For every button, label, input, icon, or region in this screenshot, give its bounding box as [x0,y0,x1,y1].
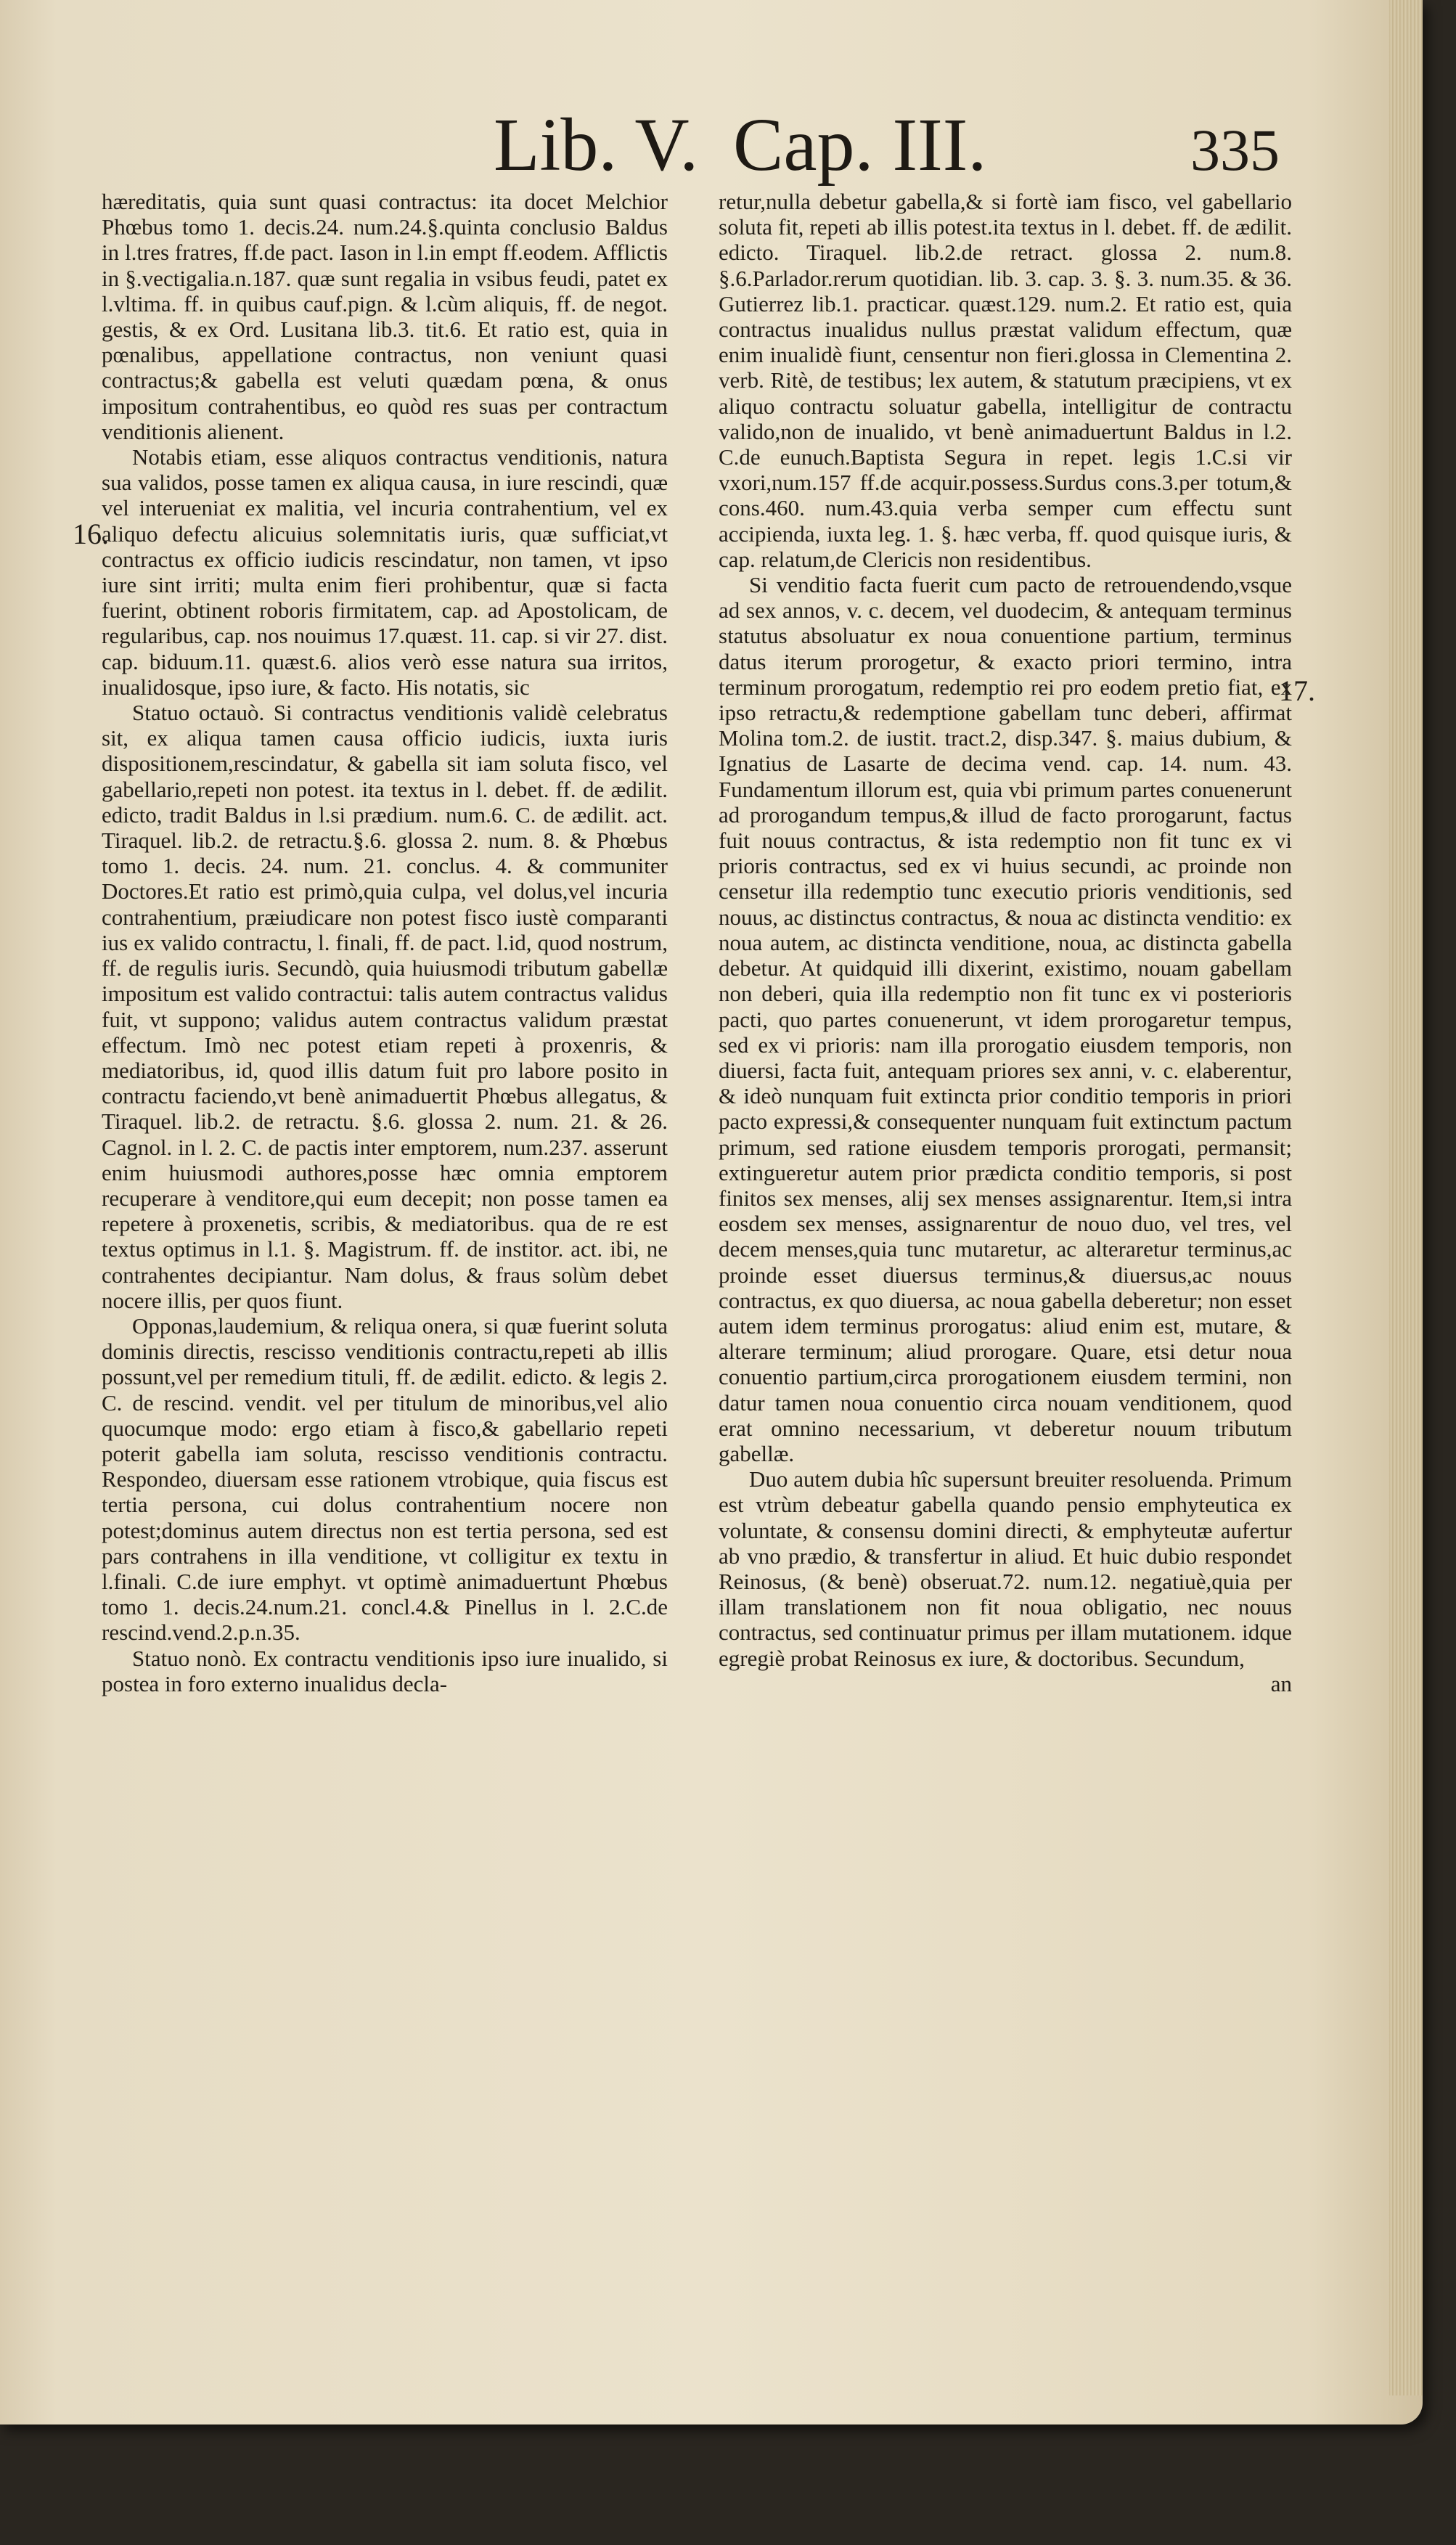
running-header [0,102,1423,189]
paragraph: hæreditatis, quia sunt quasi contractus: ita docet Melchior Phœbus tomo 1. decis.24. num.24.§.quinta conclusio Baldus in l.tres fratres, ff.de pact. Iason in l.in empt ff.eodem. Afflictis in §.vectigalia.n.187. quæ sunt regalia in vsibus feudi, patet ex l.vltima. ff. in quibus cauf.pign. & l.cùm aliquis, ff. de negot. gestis, & ex Ord. Lusitana lib.3. tit.6. Et ratio est, quia in pœnalibus, appellatione contractus, non veniunt quasi contractus;& gabella est veluti quædam pœna, & onus impositum contrahentibus, eo quòd res suas per contractum venditionis alienent. [102,189,668,444]
right-column [719,189,1292,1696]
header-book: Lib. V. [494,103,699,187]
paragraph: Duo autem dubia hîc supersunt breuiter resoluenda. Primum est vtrùm debeatur gabella quando pensio emphyteutica ex voluntate, & consensu domini directi, & emphyteutæ aufertur ab vno prædio, & transfertur in aliud. Et huic dubio respondet Reinosus, (& benè) obseruat.72. num.12. negatiuè,quia per illam translationem non fit noua obligatio, nec nouus contractus, sed continuatur primus per illam mutationem. idque egregiè probat Reinosus ex iure, & doctoribus. Secundum, [719,1466,1292,1671]
catchword: an [1270,1670,1292,1696]
paragraph: Si venditio facta fuerit cum pacto de retrouendendo,vsque ad sex annos, v. c. decem, vel duodecim, & antequam terminus statutus absoluatur ex noua conuentione partium, terminus datus iterum prorogetur, & exacto priori termino, intra terminum prorogatum, redemptio rei pro eodem pretio fiat, ex ipso retractu,& redemptione gabellam tunc deberi, affirmat Molina tom.2. de iustit. tract.2, disp.347. §. maius dubium, & Ignatius de Lasarte de decima vend. cap. 14. num. 43. Fundamentum illorum est, quia vbi primum partes conuenerunt ad prorogandum tempus,& illud de facto prorogarunt, factus fuit nouus contractus, & ista redemptio non fit tunc ex vi prioris contractus, sed ex vi huius secundi, ac proinde non censetur illa redemptio tunc executio prioris venditionis, sed nouus, ac distinctus contractus, & noua ac distincta venditio: ex noua autem, ac distincta venditione, noua, ac distincta gabella debetur. At quidquid illi dixerint, existimo, nouam gabellam non deberi, quia illa redemptio non fit tunc ex vi posterioris pacti, quo partes conuenerunt, vt idem prorogaretur tempus, sed ex vi prioris: nam illa prorogatio eiusdem temporis, non diuersi, facta fuit, antequam priores sex anni, v. c. elaberentur, & ideò nunquam fuit extincta prior conditio temporis in priori pacto expressi,& consequenter nunquam fuit extinctum pactum primum, sed ratione eiusdem temporis prorogati, permansit; extingueretur autem prior prædicta conditio temporis, si post finitos sex menses, alij sex menses assignarentur. Item,si intra eosdem sex menses, assignarentur de nouo duo, vel tres, vel decem menses,quia tunc mutaretur, ac alteraretur terminus,ac proinde esset diuersus terminus,& diuersus,ac nouus contractus, ex quo diuersa, ac noua gabella deberetur; non esset autem idem terminus prorogatus: aliud enim est, mutare, & alterare terminum; aliud prorogare. Quare, etsi detur noua conuentio partium,circa prorogationem eiusdem termini, non datur tamen noua conuentio circa nouam venditionem, quod erat omnino necessarium, vt deberetur nouum tributum gabellæ. [719,572,1292,1466]
paragraph: Notabis etiam, esse aliquos contractus venditionis, natura sua validos, posse tamen ex aliqua causa, in iure rescindi, quæ vel interueniat ex malitia, vel incuria contrahentium, vel ex aliquo defectu alicuius solemnitatis iuris, quæ sufficiat,vt contractus ex officio iudicis rescindatur, non tamen, vt ipso iure sint irriti; multa enim fieri prohibentur, quæ si facta fuerint, obtinent roboris firmitatem, cap. ad Apostolicam, de regularibus, cap. nos nouimus 17.quæst. 11. cap. si vir 27. dist. cap. biduum.11. quæst.6. alios verò esse natura sua irritos, inualidosque, ipso iure, & facto. His notatis, sic [102,444,668,700]
left-column [102,189,668,1696]
paragraph: Statuo nonò. Ex contractu venditionis ipso iure inualido, si postea in foro externo inualidus decla- [102,1645,668,1696]
paragraph: retur,nulla debetur gabella,& si fortè iam fisco, vel gabellario soluta fit, repeti ab illis potest.ita textus in l. debet. ff. de ædilit. edicto. Tiraquel. lib.2.de retract. glossa 2. num.8. §.6.Parlador.rerum quotidian. lib. 3. cap. 3. §. 3. num.35. & 36. Gutierrez lib.1. practicar. quæst.129. num.2. Et ratio est, quia contractus inualidus nullus præstat validum effectum, quæ enim inualidè fiunt, censentur non fieri.glossa in Clementina 2. verb. Ritè, de testibus; lex autem, & statutum præcipiens, vt ex aliquo contractu soluatur gabella, intelligitur de contractu valido,non de inualido, vt benè animaduertunt Baldus in l.2. C.de eunuch.Baptista Segura in repet. legis 1.C.si vir vxori,num.157 ff.de acquir.possess.Surdus cons.3.per totum,& cons.460. num.43.quia verba semper cum effectu sunt accipienda, iuxta leg. 1. §. hæc verba, ff. quod quisque iuris, & cap. relatum,de Clericis non residentibus. [719,189,1292,572]
page-number: 335 [1190,117,1280,183]
paragraph: Statuo octauò. Si contractus venditionis validè celebratus sit, ex aliqua tamen causa officio iudicis, iuxta iuris dispositionem,rescindatur, & gabella sit iam soluta fisco, vel gabellario,repeti non potest. ita textus in l. debet. ff. de ædilit. edicto, tradit Baldus in l.si prædium. num.6. C. de ædilit. act. Tiraquel. lib.2. de retractu.§.6. glossa 2. num. 8. & Phœbus tomo 1. decis. 24. num. 21. conclus. 4. & communiter Doctores.Et ratio est primò,quia culpa, vel dolus,vel incuria contrahentium, præiudicare non potest fisco iustè comparanti ius ex valido contractu, l. finali, ff. de pact. l.id, quod nostrum, ff. de regulis iuris. Secundò, quia huiusmodi tributum gabellæ impositum est valido contractui: talis autem contractus validus fuit, vt suppono; validus autem contractus validum præstat effectum. Imò nec potest etiam repeti à proxenris, & mediatoribus, id, quod illis datum fuit pro labore posito in contractu faciendo,vt benè animaduertit Phœbus allegatus, & Tiraquel. lib.2. de retractu. §.6. glossa 2. num. 21. & 26. Cagnol. in l. 2. C. de pactis inter emptorem, num.237. asserunt enim huiusmodi authores,posse hæc omnia emptorem recuperare à venditore,qui eum decepit; non posse tamen ea repetere à proxenetis, scribis, & mediatoribus. qua de re est textus optimus in l.1. §. Magistrum. ff. de institor. act. ibi, ne contrahentes decipiantur. Nam dolus, & fraus solùm debet nocere illis, per quos fiunt. [102,700,668,1313]
page-edge [1389,0,1423,2395]
margin-number-left: 16. [73,518,109,550]
header-chapter: Cap. III. [733,103,987,187]
margin-number-right: 17. [1279,674,1315,707]
paragraph: Opponas,laudemium, & reliqua onera, si quæ fuerint soluta dominis directis, rescisso venditionis contractu,repeti ab illis possunt,vel per remedium tituli, ff. de ædilit. edicto. & legis 2. C. de rescind. vendit. vel per titulum de minoribus,vel alio quocumque modo: ergo etiam à fisco,& gabellario repeti poterit gabella iam soluta, rescisso venditionis contractu. Respondeo, diuersam esse rationem vtrobique, quia fiscus est tertia persona, cui dolus contrahentium nocere non potest;dominus autem directus non est tertia persona, sed est pars contrahens in illa venditione, vt colligitur ex textu in l.finali. C.de iure emphyt. vt optimè animaduertunt Phœbus tomo 1. decis.24.num.21. concl.4.& Pinellus in l. 2.C.de rescind.vend.2.p.n.35. [102,1312,668,1646]
